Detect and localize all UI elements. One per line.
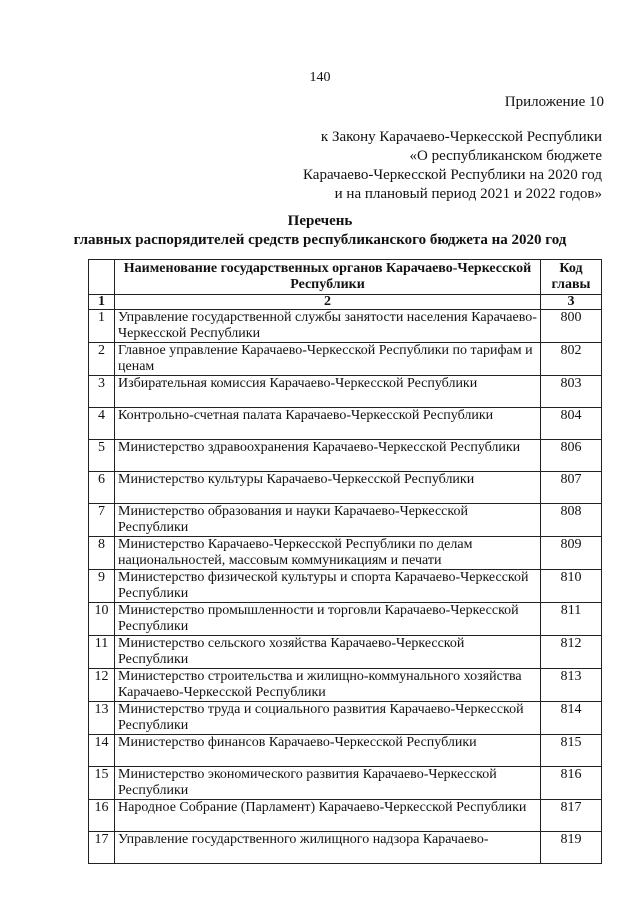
row-code-cell: 803 — [541, 376, 602, 408]
row-name-cell: Министерство сельского хозяйства Карачаево-Черкесской Республики — [115, 636, 541, 669]
row-number-cell: 3 — [89, 376, 115, 408]
row-code-cell: 810 — [541, 570, 602, 603]
table-row — [89, 669, 602, 702]
law-reference-line: Карачаево-Черкесской Республики на 2020 год — [303, 167, 602, 183]
table-row — [89, 472, 602, 504]
law-reference-line: и на плановый период 2021 и 2022 годов» — [334, 186, 602, 202]
row-code-cell: 806 — [541, 440, 602, 472]
row-code-cell: 800 — [541, 310, 602, 343]
table-row — [89, 440, 602, 472]
row-name-cell: Контрольно-счетная палата Карачаево-Черкесской Республики — [115, 408, 541, 440]
table-row — [89, 504, 602, 537]
row-code-cell: 819 — [541, 832, 602, 864]
budget-managers-table — [88, 259, 602, 864]
title-line: главных распорядителей средств республиканского бюджета на 2020 год — [73, 232, 567, 248]
table-row — [89, 767, 602, 800]
table-row — [89, 310, 602, 343]
law-reference-line: к Закону Карачаево-Черкесской Республики — [320, 129, 602, 145]
row-name-cell: Управление государственной службы занятости населения Карачаево-Черкесской Республики — [115, 310, 541, 343]
document-title — [0, 212, 640, 250]
row-code-cell: 809 — [541, 537, 602, 570]
row-name-cell: Министерство труда и социального развития Карачаево-Черкесской Республики — [115, 702, 541, 735]
page-number: 140 — [309, 70, 331, 85]
header-name-cell: Наименование государственных органов Карачаево-Черкесской Республики — [115, 260, 541, 295]
table-row — [89, 537, 602, 570]
row-code-cell: 808 — [541, 504, 602, 537]
header-num-cell — [89, 260, 115, 295]
table-row — [89, 343, 602, 376]
row-name-cell: Министерство здравоохранения Карачаево-Черкесской Республики — [115, 440, 541, 472]
table-header-row — [89, 260, 602, 295]
row-name-cell: Народное Собрание (Парламент) Карачаево-Черкесской Республики — [115, 800, 541, 832]
row-number-cell: 13 — [89, 702, 115, 735]
row-number-cell: 5 — [89, 440, 115, 472]
row-number-cell: 9 — [89, 570, 115, 603]
row-code-cell: 802 — [541, 343, 602, 376]
row-number-cell: 15 — [89, 767, 115, 800]
row-code-cell: 814 — [541, 702, 602, 735]
table-row — [89, 376, 602, 408]
row-code-cell: 811 — [541, 603, 602, 636]
row-code-cell: 804 — [541, 408, 602, 440]
table-row — [89, 702, 602, 735]
row-name-cell: Министерство промышленности и торговли Карачаево-Черкесской Республики — [115, 603, 541, 636]
row-number-cell: 14 — [89, 735, 115, 767]
law-reference-line: «О республиканском бюджете — [409, 148, 602, 164]
row-number-cell: 12 — [89, 669, 115, 702]
row-number-cell: 16 — [89, 800, 115, 832]
table-row — [89, 636, 602, 669]
row-name-cell: Избирательная комиссия Карачаево-Черкесской Республики — [115, 376, 541, 408]
table-row — [89, 408, 602, 440]
row-code-cell: 807 — [541, 472, 602, 504]
column-index-cell: 3 — [541, 295, 602, 310]
header-code-cell: Код главы — [541, 260, 602, 295]
row-name-cell: Министерство финансов Карачаево-Черкесской Республики — [115, 735, 541, 767]
row-name-cell: Министерство физической культуры и спорта Карачаево-Черкесской Республики — [115, 570, 541, 603]
table-row — [89, 832, 602, 864]
row-name-cell: Министерство культуры Карачаево-Черкесской Республики — [115, 472, 541, 504]
row-name-cell: Министерство строительства и жилищно-коммунального хозяйства Карачаево-Черкесской Республики — [115, 669, 541, 702]
title-line: Перечень — [287, 213, 353, 229]
row-number-cell: 10 — [89, 603, 115, 636]
table-row — [89, 735, 602, 767]
row-number-cell: 17 — [89, 832, 115, 864]
table-row — [89, 570, 602, 603]
row-code-cell: 815 — [541, 735, 602, 767]
row-name-cell: Главное управление Карачаево-Черкесской Республики по тарифам и ценам — [115, 343, 541, 376]
row-code-cell: 812 — [541, 636, 602, 669]
table-row — [89, 800, 602, 832]
row-number-cell: 8 — [89, 537, 115, 570]
row-number-cell: 11 — [89, 636, 115, 669]
row-number-cell: 2 — [89, 343, 115, 376]
row-name-cell: Управление государственного жилищного надзора Карачаево- — [115, 832, 541, 864]
column-index-cell: 2 — [115, 295, 541, 310]
row-number-cell: 7 — [89, 504, 115, 537]
row-code-cell: 816 — [541, 767, 602, 800]
column-index-row — [89, 295, 602, 310]
row-number-cell: 1 — [89, 310, 115, 343]
column-index-cell: 1 — [89, 295, 115, 310]
row-code-cell: 817 — [541, 800, 602, 832]
table-row — [89, 603, 602, 636]
row-name-cell: Министерство Карачаево-Черкесской Республики по делам национальностей, массовым коммуникациям и печати — [115, 537, 541, 570]
row-number-cell: 4 — [89, 408, 115, 440]
row-number-cell: 6 — [89, 472, 115, 504]
law-reference — [182, 128, 602, 204]
row-name-cell: Министерство экономического развития Карачаево-Черкесской Республики — [115, 767, 541, 800]
row-code-cell: 813 — [541, 669, 602, 702]
row-name-cell: Министерство образования и науки Карачаево-Черкесской Республики — [115, 504, 541, 537]
appendix-label: Приложение 10 — [504, 94, 604, 110]
